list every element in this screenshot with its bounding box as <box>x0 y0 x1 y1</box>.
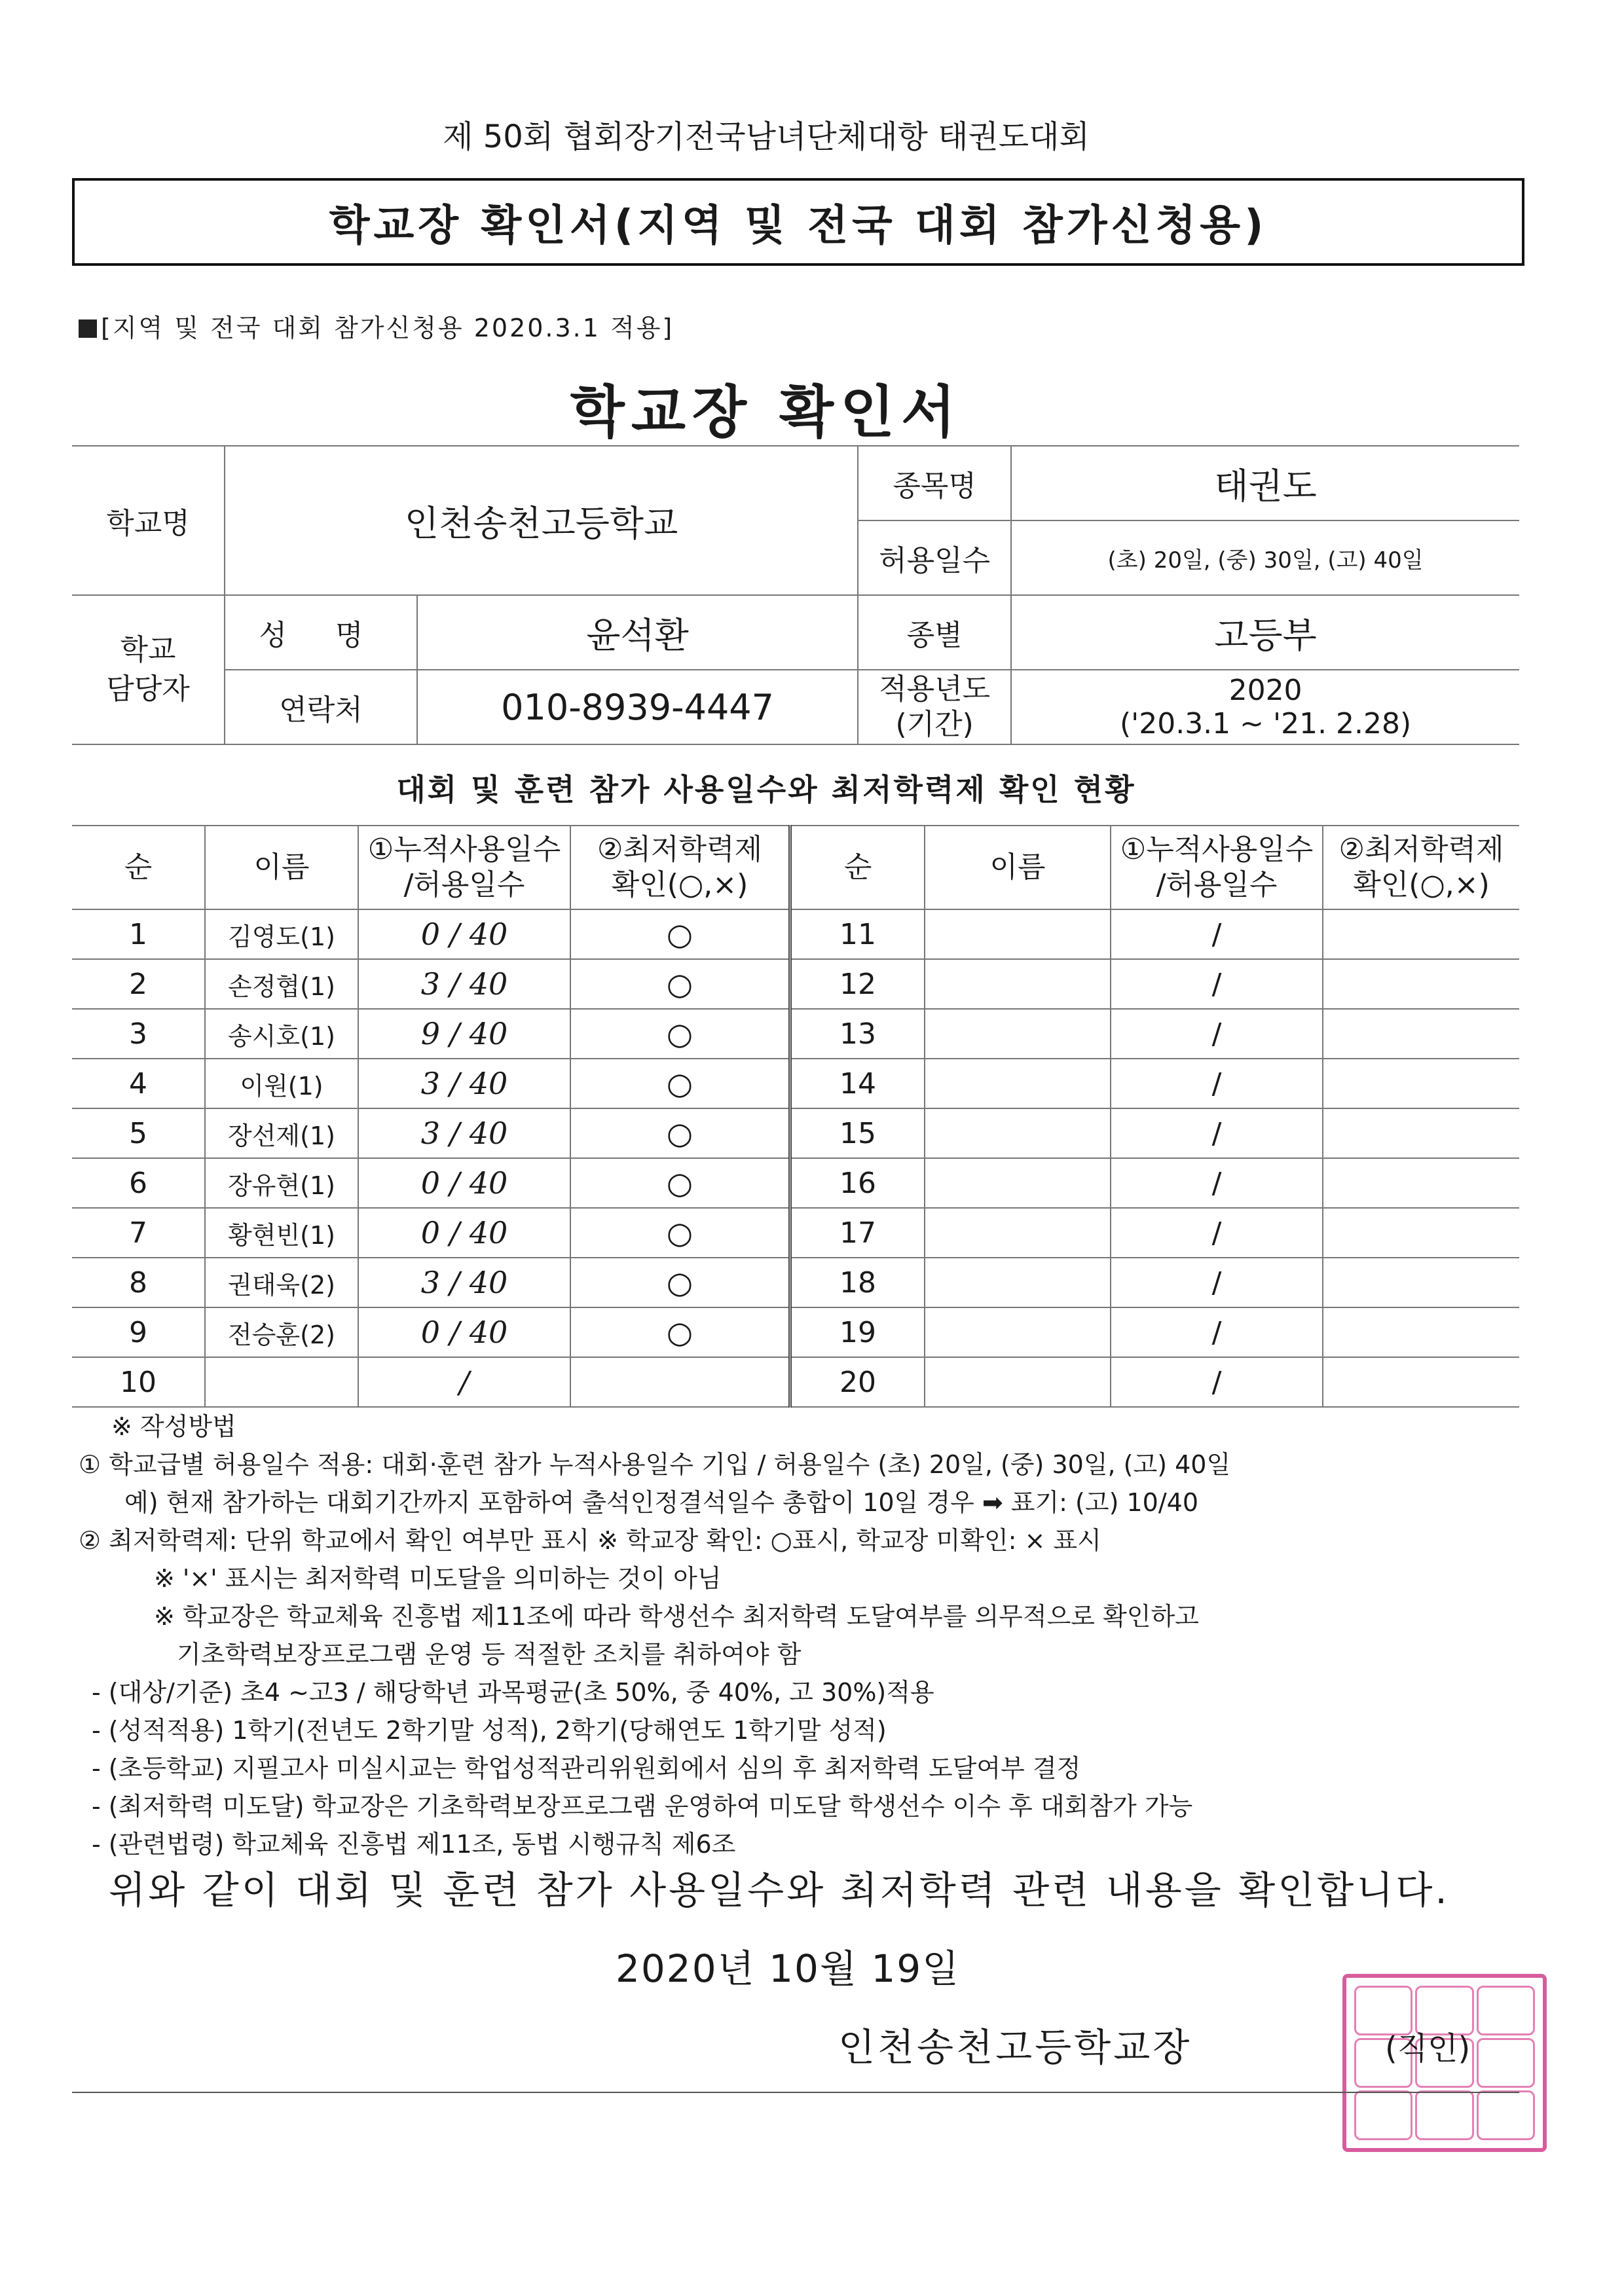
table-row <box>72 1357 1519 1407</box>
grade-check <box>570 1357 790 1407</box>
instructions-heading: ※ 작성방법 <box>111 1412 236 1441</box>
allowed-days-label: 허용일수 <box>858 520 1011 595</box>
event-title: 제 50회 협회장기전국남녀단체대항 태권도대회 <box>443 118 1090 155</box>
instructions <box>79 1408 1532 1863</box>
athlete-name <box>925 1357 1111 1407</box>
grade-check <box>1323 1158 1519 1208</box>
header-days-2: ①누적사용일수 /허용일수 <box>1111 826 1323 909</box>
grade-check: ○ <box>570 1108 790 1158</box>
seal-label: (직인) <box>1385 2030 1471 2067</box>
roster-table <box>72 825 1519 1408</box>
header-days: ①누적사용일수 /허용일수 <box>358 826 570 909</box>
athlete-name: 장선제(1) <box>205 1108 358 1158</box>
signature-date: 2020년 10월 19일 <box>616 1946 961 1991</box>
grade-check <box>1323 1357 1519 1407</box>
sport-label: 종목명 <box>858 446 1011 520</box>
athlete-name <box>925 1307 1111 1357</box>
period-value: ('20.3.1 ~ '21. 2.28) <box>1119 707 1412 740</box>
athlete-name <box>925 1258 1111 1307</box>
name-label: 성 명 <box>225 595 417 670</box>
grade-check: ○ <box>570 909 790 959</box>
contact-value: 010-8939-4447 <box>417 670 858 744</box>
grade-check <box>1323 959 1519 1009</box>
instruction-1: ① 학교급별 허용일수 적용: 대회·훈련 참가 누적사용일수 기입 / 허용일수 (초) 20일, (중) 30일, (고) 40일 <box>79 1450 1231 1479</box>
row-number: 15 <box>790 1108 925 1158</box>
year-cell <box>1011 670 1519 744</box>
days-used: / <box>1111 1307 1323 1357</box>
grade-check <box>1323 909 1519 959</box>
days-used: / <box>1111 1059 1323 1108</box>
grade-check <box>1323 1258 1519 1307</box>
square-bullet-icon <box>79 319 97 338</box>
days-used: / <box>358 1357 570 1407</box>
grade-check <box>1323 1307 1519 1357</box>
instruction-2: ② 최저학력제: 단위 학교에서 확인 여부만 표시 ※ 학교장 확인: ○표시, 학교장 미확인: × 표시 <box>79 1526 1101 1555</box>
header-name-2: 이름 <box>925 826 1111 909</box>
detail-elementary: - (초등학교) 지필고사 미실시교는 학업성적관리위원회에서 심의 후 최저학력 도달여부 결정 <box>92 1754 1081 1783</box>
row-number: 7 <box>72 1208 205 1258</box>
row-number: 14 <box>790 1059 925 1108</box>
grade-check <box>1323 1108 1519 1158</box>
row-number: 18 <box>790 1258 925 1307</box>
roster-body <box>72 909 1519 1407</box>
days-used: / <box>1111 1108 1323 1158</box>
athlete-name <box>925 1009 1111 1059</box>
grade-check: ○ <box>570 1208 790 1258</box>
table-row <box>72 1108 1519 1158</box>
table-row <box>72 1158 1519 1208</box>
table-row <box>72 959 1519 1009</box>
instruction-2-note-c: 기초학력보장프로그램 운영 등 적절한 조치를 취하여야 함 <box>177 1640 802 1669</box>
athlete-name: 장유현(1) <box>205 1158 358 1208</box>
table-row <box>72 1009 1519 1059</box>
instruction-2-note-b: ※ 학교장은 학교체육 진흥법 제11조에 따라 학생선수 최저학력 도달여부를 의무적으로 확인하고 <box>154 1602 1199 1631</box>
contact-label: 연락처 <box>225 670 417 744</box>
grade-check: ○ <box>570 1258 790 1307</box>
days-used: / <box>1111 1258 1323 1307</box>
athlete-name <box>205 1357 358 1407</box>
grade-check: ○ <box>570 1009 790 1059</box>
athlete-name: 송시호(1) <box>205 1009 358 1059</box>
athlete-name: 권태욱(2) <box>205 1258 358 1307</box>
days-used: 3 / 40 <box>358 1108 570 1158</box>
athlete-name: 김영도(1) <box>205 909 358 959</box>
division-label: 종별 <box>858 595 1011 670</box>
athlete-name <box>925 959 1111 1009</box>
row-number: 4 <box>72 1059 205 1108</box>
bottom-divider <box>72 2092 1519 2093</box>
detail-below-min: - (최저학력 미도달) 학교장은 기초학력보장프로그램 운영하여 미도달 학생선수 이수 후 대회참가 가능 <box>92 1792 1193 1821</box>
confirmation-statement: 위와 같이 대회 및 훈련 참가 사용일수와 최저학력 관련 내용을 확인합니다. <box>109 1868 1450 1912</box>
days-used: 3 / 40 <box>358 959 570 1009</box>
table-row <box>72 1258 1519 1307</box>
form-note <box>79 308 674 344</box>
athlete-name <box>925 1158 1111 1208</box>
row-number: 8 <box>72 1258 205 1307</box>
grade-check: ○ <box>570 959 790 1009</box>
row-number: 16 <box>790 1158 925 1208</box>
form-title: 학교장 확인서(지역 및 전국 대회 참가신청용) <box>72 178 1524 266</box>
school-name: 인천송천고등학교 <box>225 446 858 595</box>
grade-check <box>1323 1208 1519 1258</box>
row-number: 1 <box>72 909 205 959</box>
row-number: 19 <box>790 1307 925 1357</box>
manager-label: 학교 담당자 <box>72 595 225 744</box>
allowed-days-value: (초) 20일, (중) 30일, (고) 40일 <box>1011 520 1519 595</box>
days-used: 0 / 40 <box>358 1158 570 1208</box>
school-info-table <box>72 445 1519 745</box>
days-used: 0 / 40 <box>358 1307 570 1357</box>
row-number: 10 <box>72 1357 205 1407</box>
days-used: 3 / 40 <box>358 1258 570 1307</box>
detail-laws: - (관련법령) 학교체육 진흥법 제11조, 동법 시행규칙 제6조 <box>92 1830 736 1859</box>
row-number: 17 <box>790 1208 925 1258</box>
row-number: 12 <box>790 959 925 1009</box>
detail-grades: - (성적적용) 1학기(전년도 2학기말 성적), 2학기(당해연도 1학기말 성적) <box>92 1716 887 1745</box>
days-used: / <box>1111 1357 1323 1407</box>
row-number: 9 <box>72 1307 205 1357</box>
table-row <box>72 909 1519 959</box>
athlete-name: 전승훈(2) <box>205 1307 358 1357</box>
header-no: 순 <box>72 826 205 909</box>
days-used: / <box>1111 1208 1323 1258</box>
days-used: 3 / 40 <box>358 1059 570 1108</box>
row-number: 20 <box>790 1357 925 1407</box>
athlete-name: 이원(1) <box>205 1059 358 1108</box>
athlete-name: 손정협(1) <box>205 959 358 1009</box>
row-number: 2 <box>72 959 205 1009</box>
days-used: / <box>1111 909 1323 959</box>
grade-check: ○ <box>570 1158 790 1208</box>
year-label: 적용년도 (기간) <box>858 670 1011 744</box>
manager-name: 윤석환 <box>417 595 858 670</box>
days-used: / <box>1111 1009 1323 1059</box>
header-grade: ②최저학력제 확인(○,×) <box>570 826 790 909</box>
athlete-name <box>925 909 1111 959</box>
page-title: 학교장 확인서 <box>570 380 963 445</box>
sport-value: 태권도 <box>1011 446 1519 520</box>
grade-check: ○ <box>570 1059 790 1108</box>
row-number: 3 <box>72 1009 205 1059</box>
days-used: 0 / 40 <box>358 909 570 959</box>
school-label: 학교명 <box>72 446 225 595</box>
section-title: 대회 및 훈련 참가 사용일수와 최저학력제 확인 현황 <box>396 772 1136 807</box>
row-number: 6 <box>72 1158 205 1208</box>
row-number: 5 <box>72 1108 205 1158</box>
athlete-name <box>925 1059 1111 1108</box>
days-used: 9 / 40 <box>358 1009 570 1059</box>
division-value: 고등부 <box>1011 595 1519 670</box>
grade-check: ○ <box>570 1307 790 1357</box>
principal-name: 인천송천고등학교장 <box>838 2025 1192 2069</box>
header-no-2: 순 <box>790 826 925 909</box>
days-used: / <box>1111 959 1323 1009</box>
days-used: / <box>1111 1158 1323 1208</box>
days-used: 0 / 40 <box>358 1208 570 1258</box>
year-value: 2020 <box>1228 674 1302 707</box>
athlete-name <box>925 1208 1111 1258</box>
table-row <box>72 1208 1519 1258</box>
instruction-2-note-a: ※ '×' 표시는 최저학력 미도달을 의미하는 것이 아님 <box>154 1564 722 1593</box>
header-grade-2: ②최저학력제 확인(○,×) <box>1323 826 1519 909</box>
row-number: 13 <box>790 1009 925 1059</box>
table-row <box>72 1307 1519 1357</box>
row-number: 11 <box>790 909 925 959</box>
athlete-name <box>925 1108 1111 1158</box>
table-row <box>72 1059 1519 1108</box>
athlete-name: 황현빈(1) <box>205 1208 358 1258</box>
header-name: 이름 <box>205 826 358 909</box>
grade-check <box>1323 1059 1519 1108</box>
form-note-text: [지역 및 전국 대회 참가신청용 2020.3.1 적용] <box>101 314 674 342</box>
grade-check <box>1323 1009 1519 1059</box>
detail-target: - (대상/기준) 초4 ~고3 / 해당학년 과목평균(초 50%, 중 40%, 고 30%)적용 <box>92 1678 934 1707</box>
instruction-1-example: 예) 현재 참가하는 대회기간까지 포함하여 출석인정결석일수 총합이 10일 경우 ➡ 표기: (고) 10/40 <box>124 1488 1199 1517</box>
